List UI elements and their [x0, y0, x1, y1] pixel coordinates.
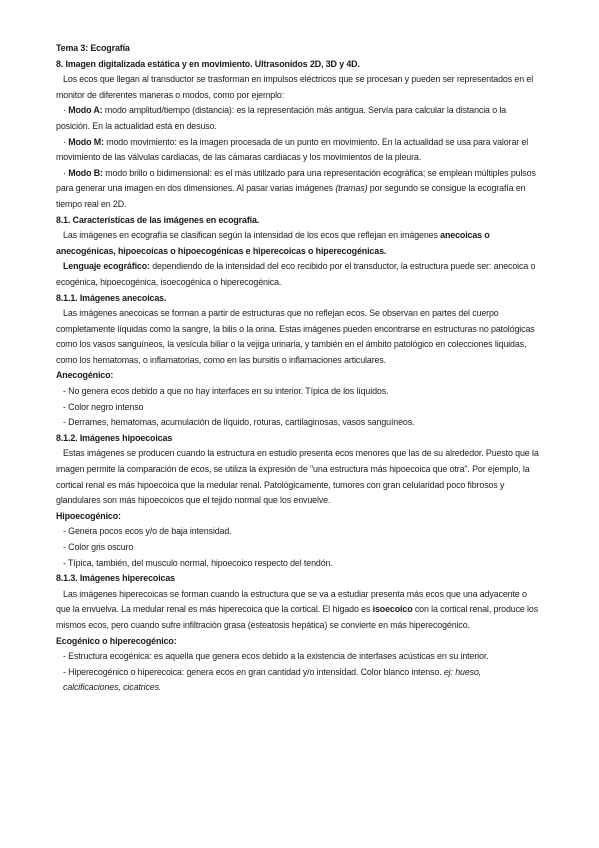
list-item	[56, 665, 540, 696]
bullet: ·	[63, 105, 66, 116]
document-page	[56, 41, 540, 696]
mode-m-name: Modo M:	[68, 136, 104, 147]
list-item: - Color gris oscuro	[63, 542, 134, 552]
section-8-1-3-text-b: con la cortical renal, produce los mismos ecos, pero cuando sufre infiltración grasa (esteatosis hepática) se convierte en más hiperecogénico.	[56, 604, 539, 630]
section-8-1-heading: 8.1. Características de las imágenes en ecografía.	[56, 214, 260, 225]
mode-b-text-after: por segundo se consigue la ecografía en tiempo real en 2D.	[56, 183, 526, 209]
section-8-heading: 8. Imagen digitalizada estática y en movimiento. Ultrasonidos 2D, 3D y 4D.	[56, 58, 360, 69]
mode-a-text: modo amplitud/tiempo (distancia): es la representación más antigua. Servía para calcular la distancia o la posición. En la actualidad está en desuso.	[56, 105, 507, 131]
list-item-italic: ej: hueso, calcificaciones, cicatrices.	[63, 666, 482, 693]
isoecoico-term: isoecoico	[372, 604, 413, 615]
section-8-1-2-heading: 8.1.2. Imágenes hipoecoicas	[56, 432, 173, 443]
list-item: - Derrames, hematomas, acumulación de líquido, roturas, cartilaginosas, vasos sanguíneos.	[63, 417, 415, 428]
section-8-1-1-heading: 8.1.1. Imágenes anecoicas.	[56, 292, 167, 303]
mode-b-paragraph	[56, 166, 540, 213]
hiperecogenico-label: Ecogénico o hiperecogénico:	[56, 635, 177, 646]
section-8-1-intro-text: Las imágenes en ecografía se clasifican según la intensidad de los ecos que reflejan en imágenes	[63, 230, 438, 241]
mode-m-text: modo movimiento: es la imagen procesada de un punto en movimiento. En la actualidad se usa para valorar el movimiento de las válvulas cardiacas, de las cámaras cardiacas y los movimientos de la pleura.	[56, 136, 529, 163]
anecogenico-label: Anecogénico:	[56, 370, 114, 381]
lenguaje-paragraph	[56, 259, 540, 290]
list-item: - No genera ecos debido a que no hay interfaces en su interior. Típica de los líquidos.	[63, 386, 389, 397]
section-8-1-intro	[56, 228, 540, 259]
list-item: - Genera pocos ecos y/o de baja intensidad.	[63, 526, 232, 537]
mode-b-name: Modo B:	[68, 167, 103, 178]
bullet: ·	[63, 136, 66, 147]
mode-a-paragraph	[56, 103, 540, 134]
mode-a-name: Modo A:	[68, 105, 103, 116]
list-item: - Estructura ecogénica: es aquella que genera ecos debido a la existencia de interfases acústicas en su interior.	[63, 651, 489, 662]
list-item: - Típica, también, del musculo normal, hipoecoico respecto del tendón.	[63, 557, 333, 568]
section-8-1-1-text: Las imágenes anecoicas se forman a partir de estructuras que no reflejan ecos. Se observan en partes del cuerpo completamente líquidas como la sangre, la bilis o la orina. Estas imágenes pueden encontrarse en estructuras no patológicas como los vasos sanguíneos, la vesícula biliar o la vejiga urinaria, y también en el ámbito patológico en colecciones liquidas, como los hematomas, o inflamatorias, como en las bursitis o inflamaciones articulares.	[56, 308, 535, 365]
section-8-1-intro-bold: anecoicas o anecogénicas, hipoecoicas o hipoecogénicas e hiperecoicas o hiperecogénicas.	[56, 230, 490, 256]
bullet: ·	[63, 167, 66, 178]
section-8-intro: Los ecos que llegan al transductor se trasforman en impulsos eléctricos que se procesan y pueden ser representados en el monitor de diferentes maneras o modos, como por ejemplo:	[56, 74, 534, 100]
mode-b-text: modo brillo o bidimensional: es el más utilizado para una representación ecográfica; se emplean múltiples pulsos para generar una imagen en dos dimensiones. Al pasar varias imágenes	[56, 167, 536, 194]
mode-m-paragraph	[56, 135, 540, 166]
section-8-1-2-text: Estas imágenes se producen cuando la estructura en estudio presenta ecos menores que las de su alrededor. Puesto que la imagen permite la comparación de ecos, se utiliza la expresión de "una estructura más hipoecoica que otra". Por ejemplo, la cortical renal es más hipoecoica que la medular renal. Patológicamente, tumores con gran celularidad poco fibrosos y glandulares son más hipoecoicos que el tejido normal que los envuelve.	[56, 448, 539, 506]
list-item-text: - Hiperecogénico o hiperecoica: genera ecos en gran cantidad y/o intensidad. Color blanco intenso.	[63, 666, 444, 677]
section-8-1-3-heading: 8.1.3. Imágenes hiperecoicas	[56, 573, 175, 584]
section-8-1-3-text-a: Las imágenes hiperecoicas se forman cuando la estructura que se va a estudiar presenta más ecos que una adyacente o que la envuelva. La medular renal es más hiperecoica que la cortical. El hígado es	[56, 588, 527, 615]
section-8-1-3-text	[56, 587, 540, 634]
hipoecogenico-label: Hipoecogénico:	[56, 510, 121, 521]
list-item: - Color negro intenso	[63, 401, 144, 412]
lenguaje-label: Lenguaje ecográfico:	[63, 261, 150, 272]
mode-b-italic: (tramas)	[335, 183, 368, 194]
lenguaje-text: dependiendo de la intensidad del eco recibido por el transductor, la estructura puede ser: anecoica o ecogénica, hipoecogénica, isoecogénica o hiperecogénica.	[56, 261, 536, 287]
doc-title: Tema 3: Ecografía	[56, 43, 130, 53]
